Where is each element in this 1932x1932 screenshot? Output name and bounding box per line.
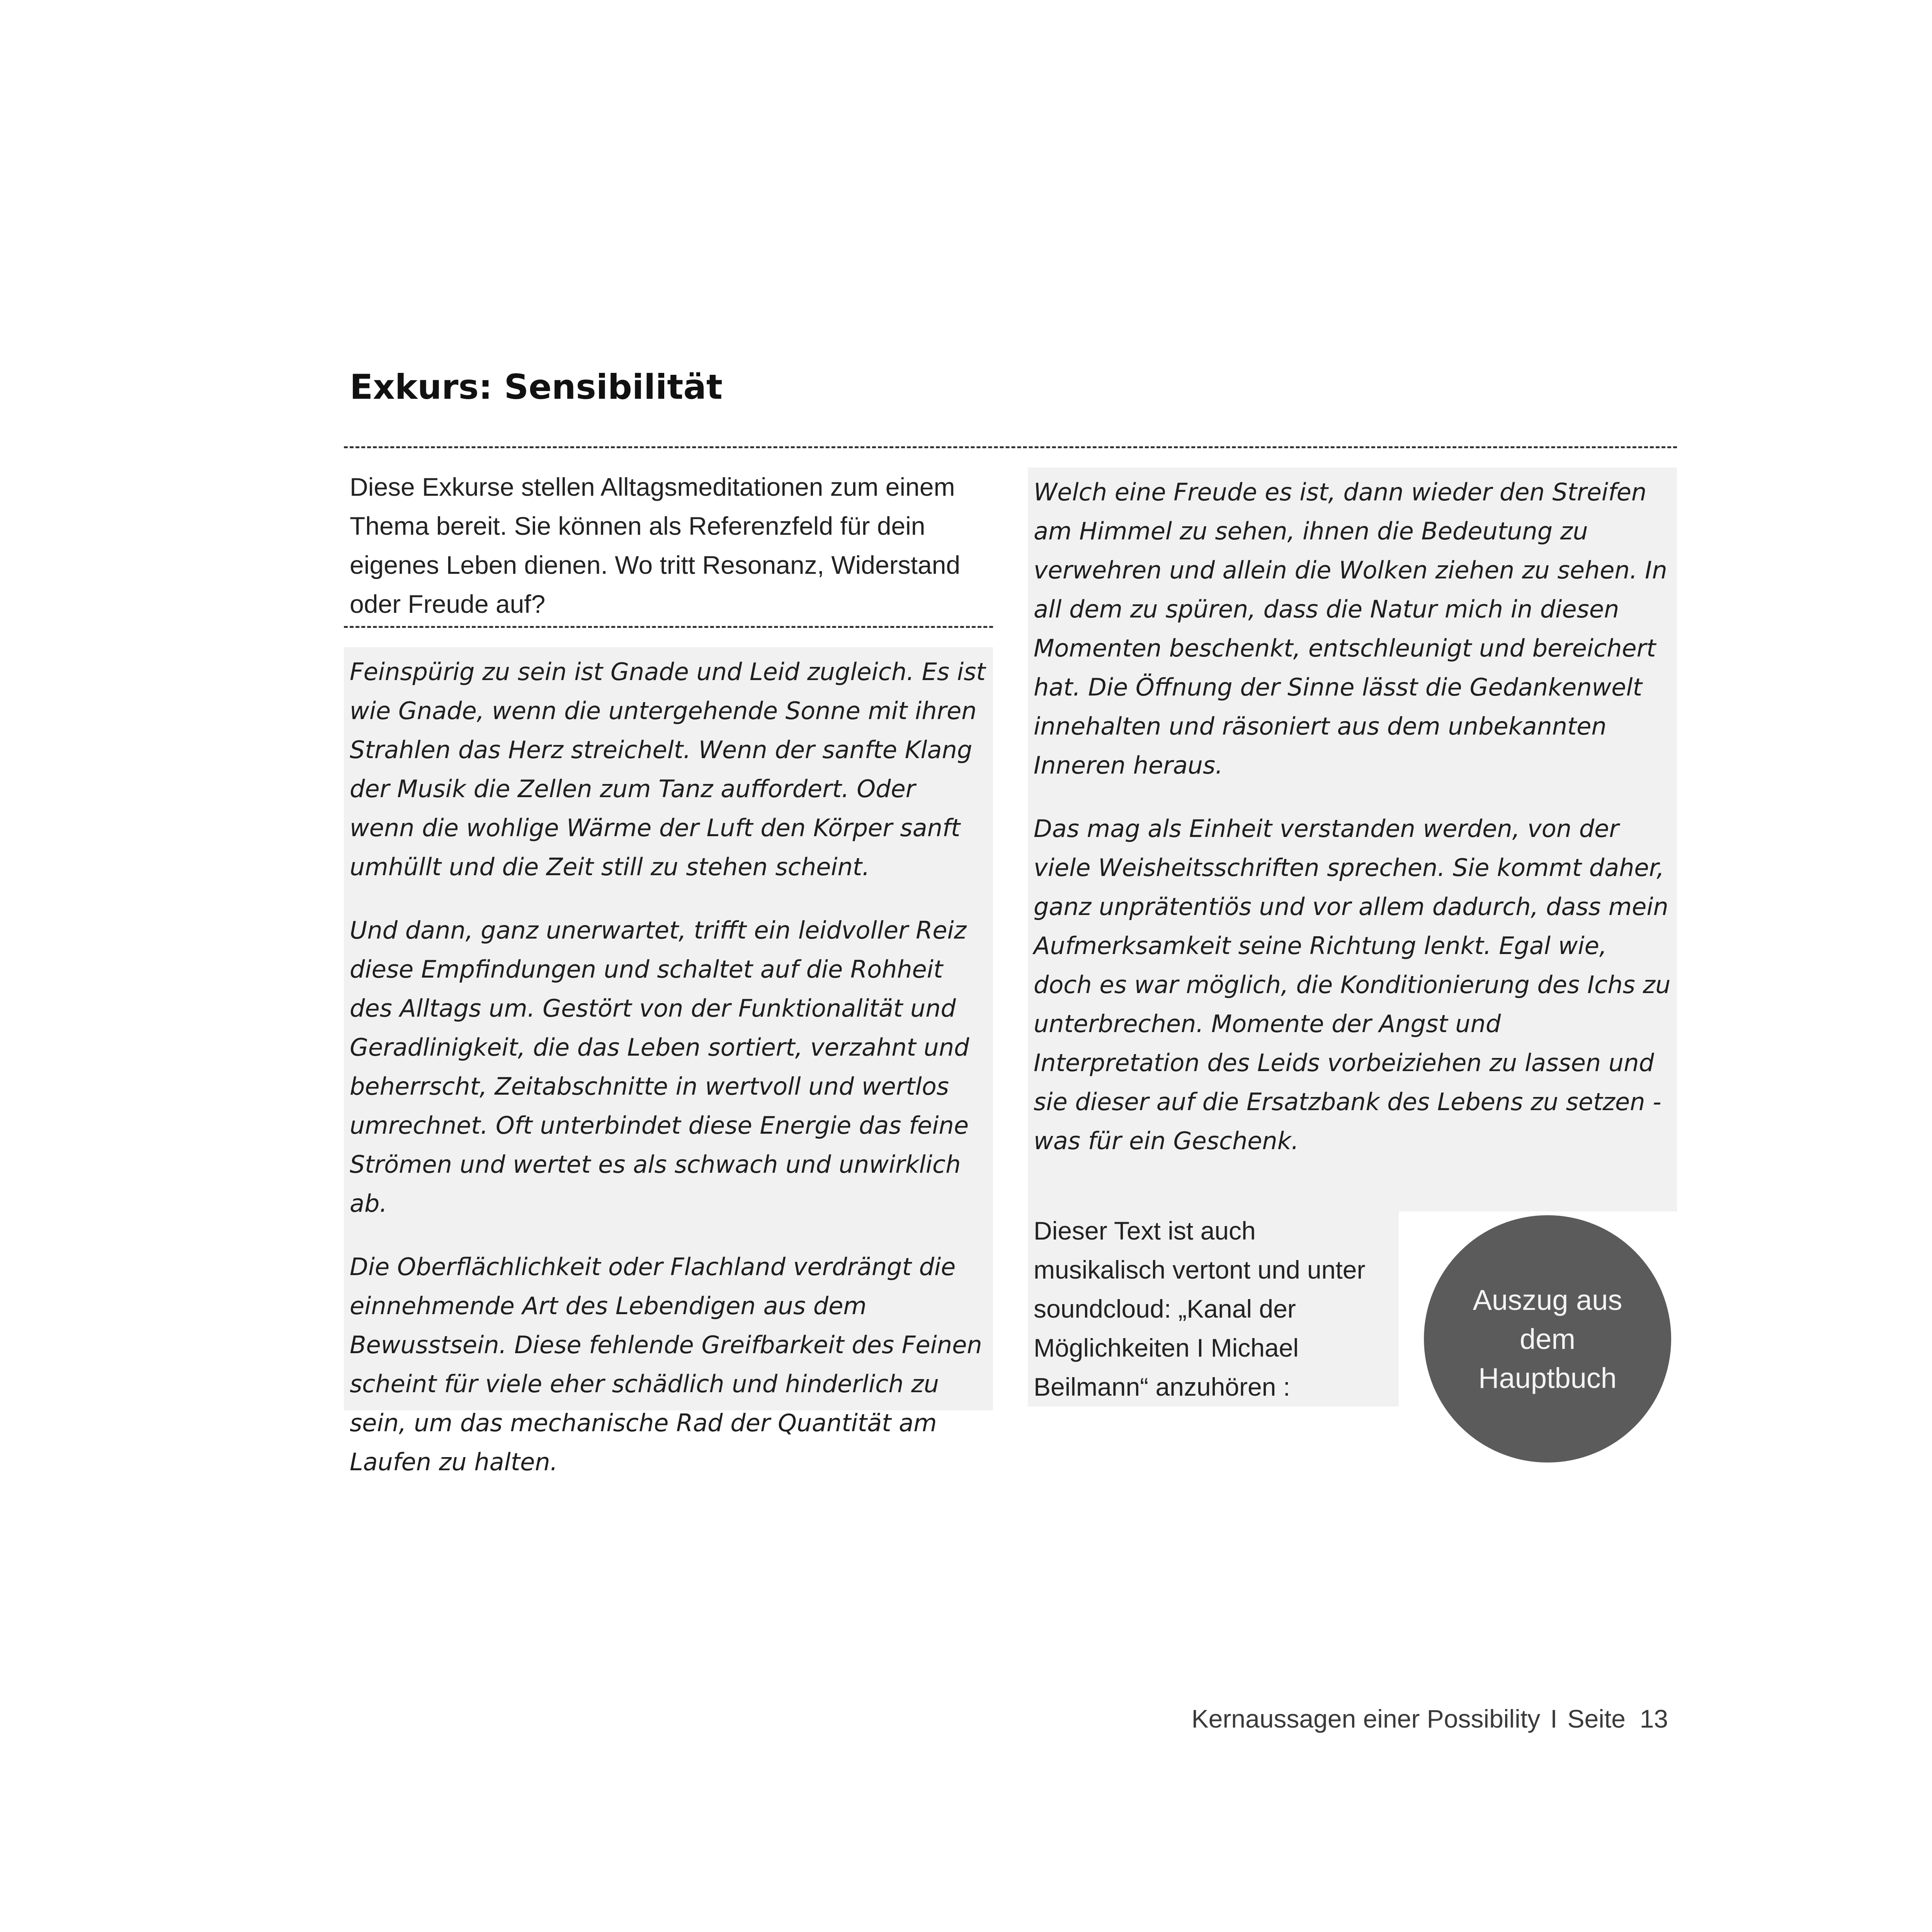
right-paragraph-1: Welch eine Freude es ist, dann wieder den Streifen am Himmel zu sehen, ihnen die Bedeutung zu verwehren und allein die Wolken ziehen zu sehen. In all dem zu spüren, dass die Natur mich in diesen Momenten beschenkt, entschleunigt und bereichert hat. Die Öffnung der Sinne lässt die Gedankenwelt innehalten und räsoniert aus dem unbekannten Inneren heraus. [1034,478,1667,779]
intro-text: Diese Exkurse stellen Alltagsmeditationen zum einem Thema bereit. Sie können als Referenzfeld für dein eigenes Leben dienen. Wo tritt Resonanz, Widerstand oder Freude auf? [350,473,961,618]
footer-page-label: Seite [1567,1704,1626,1733]
left-text-box [344,647,993,1476]
excerpt-badge-label: Auszug aus dem Hauptbuch [1473,1284,1622,1394]
footer-separator: I [1550,1704,1558,1733]
soundcloud-note: Dieser Text ist auch musikalisch vertont und unter soundcloud: „Kanal der Möglichkeiten I Michael Beilmann“ anzuhören : [1034,1216,1366,1401]
section-divider-intro [344,626,993,628]
soundcloud-note-box [1028,1211,1399,1406]
excerpt-badge [1424,1215,1671,1463]
left-paragraph-1: Feinspürig zu sein ist Gnade und Leid zugleich. Es ist wie Gnade, wenn die untergehende Sonne mit ihren Strahlen das Herz streichelt. Wenn der sanfte Klang der Musik die Zellen zum Tanz auffordert. Oder wenn die wohlige Wärme der Luft den Körper sanft umhüllt und die Zeit still zu stehen scheint. [350,658,986,881]
section-divider-top [344,446,1677,448]
right-text-box [1028,468,1677,1211]
page-footer [1192,1704,1668,1733]
right-paragraph-2: Das mag als Einheit verstanden werden, von der viele Weisheitsschriften sprechen. Sie kommt daher, ganz unprätentiös und vor allem dadurch, dass mein Aufmerksamkeit seine Richtung lenkt. Egal wie, doch es war möglich, die Konditionierung des Ichs zu unterbrechen. Momente der Angst und Interpretation des Leids vorbeiziehen zu lassen und sie dieser auf die Ersatzbank des Lebens zu setzen - was für ein Geschenk. [1034,815,1671,1155]
footer-page-number: 13 [1639,1704,1668,1733]
left-paragraph-2: Und dann, ganz unerwartet, trifft ein leidvoller Reiz diese Empfindungen und schaltet auf die Rohheit des Alltags um. Gestört von der Funktionalität und Geradlinigkeit, die das Leben sortiert, verzahnt und beherrscht, Zeitabschnitte in wertvoll und wertlos umrechnet. Oft unterbindet diese Energie das feine Strömen und wertet es als schwach und unwirklich ab. [350,916,969,1218]
footer-book-title: Kernaussagen einer Possibility [1191,1704,1541,1733]
left-paragraph-3: Die Oberflächlichkeit oder Flachland verdrängt die einnehmende Art des Lebendigen aus dem Bewusstsein. Diese fehlende Greifbarkeit des Feinen scheint für viele eher schädlich und hinderlich zu sein, um das mechanische Rad der Quantität am Laufen zu halten. [350,1253,982,1476]
page-title: Exkurs: Sensibilität [350,367,723,407]
